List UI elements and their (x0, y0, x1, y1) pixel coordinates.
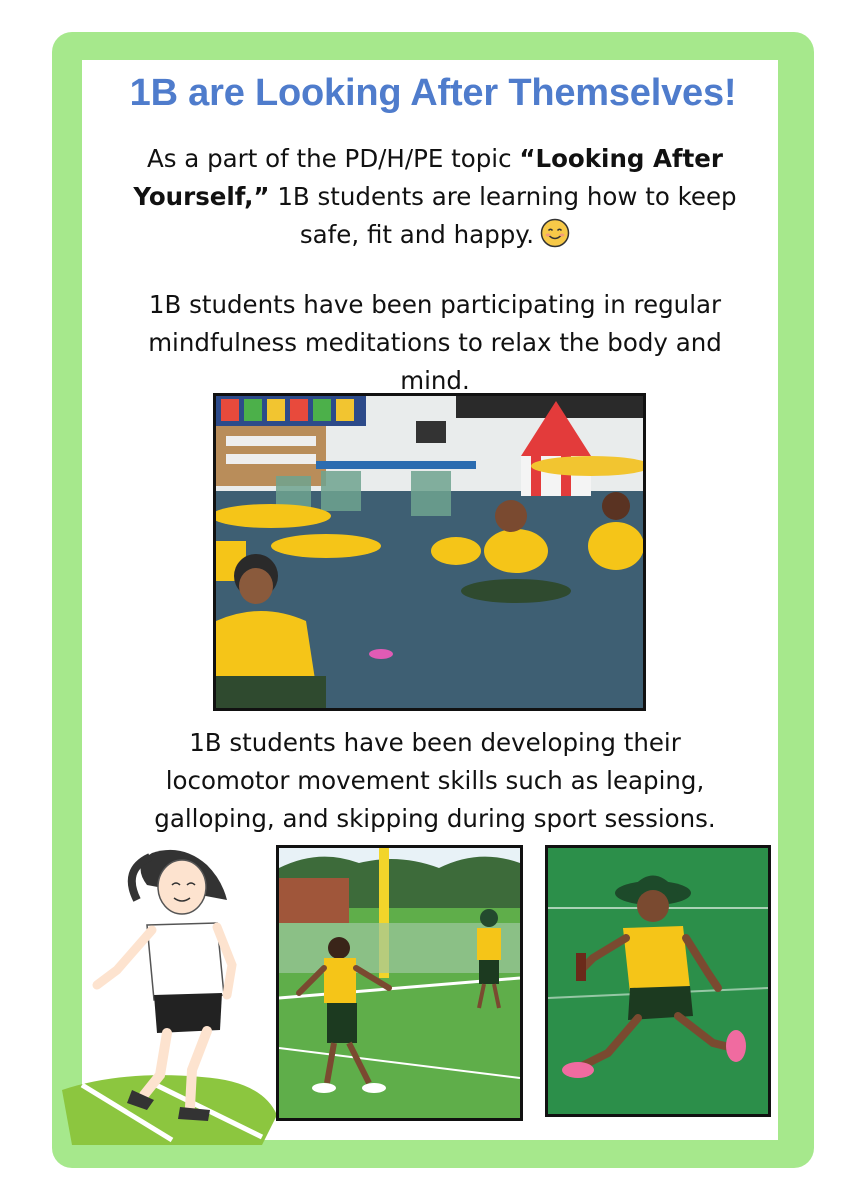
movement-line-1: 1B students have been developing their (189, 728, 681, 757)
mindfulness-line-2: mindfulness meditations to relax the body and (148, 328, 722, 357)
smiling-face-icon (540, 218, 570, 248)
intro-text-1: As a part of the PD/H/PE topic (147, 144, 520, 173)
mindfulness-line-1: 1B students have been participating in regular (148, 290, 722, 319)
page-title: 1B are Looking After Themselves! (129, 72, 737, 114)
movement-line-2: locomotor movement skills such as leaping, (165, 766, 705, 795)
mindfulness-line-3: mind. (400, 366, 470, 395)
movement-paragraph (95, 724, 775, 838)
intro-topic-bold-1: “Looking After (519, 144, 723, 173)
intro-text-2: 1B students are learning how to keep (269, 182, 737, 211)
intro-paragraph (95, 140, 775, 254)
playground-galloping-photo (276, 845, 523, 1121)
classroom-meditation-photo (213, 393, 646, 711)
movement-line-3: galloping, and skipping during sport sessions. (154, 804, 716, 833)
intro-text-3: safe, fit and happy. (299, 220, 535, 249)
running-girl-illustration (62, 845, 277, 1145)
running-relay-photo (545, 845, 771, 1117)
intro-topic-bold-2: Yourself,” (133, 182, 270, 211)
mindfulness-paragraph (95, 286, 775, 400)
